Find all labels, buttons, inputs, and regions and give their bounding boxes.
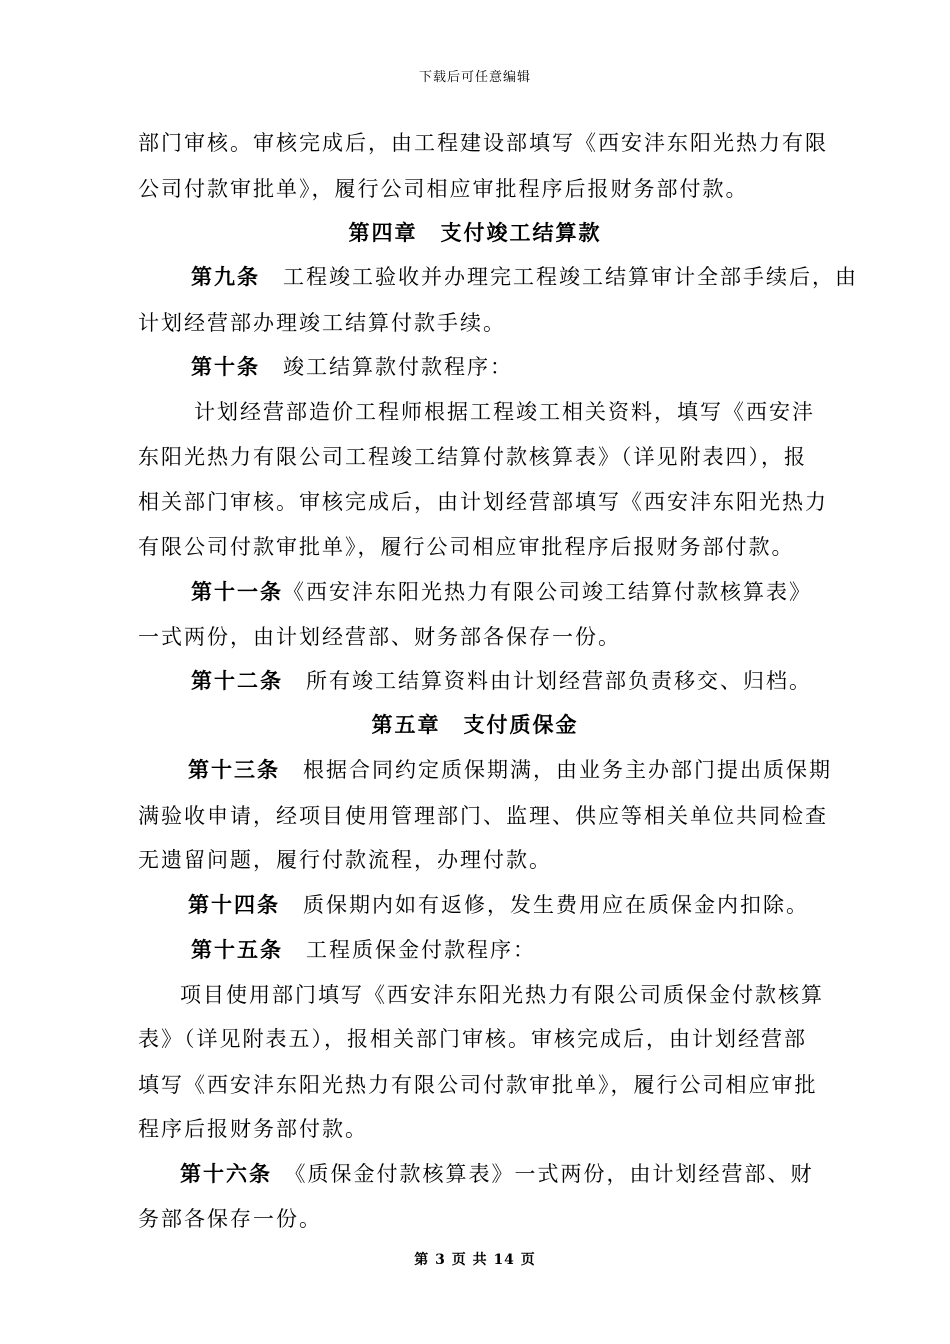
- article-text: 工程竣工验收并办理完工程竣工结算审计全部手续后，由: [260, 265, 858, 289]
- article-label: 第十三条: [188, 757, 280, 782]
- paragraph-line: 填写《西安沣东阳光热力有限公司付款审批单》，履行公司相应审批: [138, 1073, 818, 1097]
- article-text: 《质保金付款核算表》一式两份，由计划经营部、财: [272, 1162, 814, 1186]
- article-12: [191, 667, 812, 695]
- article-label: 第十四条: [188, 892, 280, 917]
- paragraph-line: 公司付款审批单》，履行公司相应审批程序后报财务部付款。: [138, 177, 749, 201]
- paragraph-line: 满验收申请，经项目使用管理部门、监理、供应等相关单位共同检查: [138, 804, 828, 828]
- article-text: 所有竣工结算资料由计划经营部负责移交、归档。: [283, 669, 812, 693]
- paragraph-line: 一式两份，由计划经营部、财务部各保存一份。: [138, 625, 621, 649]
- article-15: [191, 936, 536, 964]
- article-label: 第十六条: [180, 1161, 272, 1186]
- article-9: [191, 263, 858, 291]
- article-label: 第十二条: [191, 668, 283, 693]
- page-header: 下载后可任意编辑: [418, 70, 531, 85]
- article-label: 第十一条: [191, 579, 283, 604]
- paragraph-line: 东阳光热力有限公司工程竣工结算付款核算表》（详见附表四），报: [138, 445, 807, 469]
- article-10: [191, 353, 513, 381]
- paragraph-line: 计划经营部造价工程师根据工程竣工相关资料，填写《西安沣: [194, 400, 815, 424]
- article-text: 质保期内如有返修，发生费用应在质保金内扣除。: [280, 893, 809, 917]
- article-text: 《西安沣东阳光热力有限公司竣工结算付款核算表》: [283, 580, 812, 604]
- article-text: 竣工结算款付款程序：: [260, 355, 513, 379]
- article-label: 第九条: [191, 264, 260, 289]
- article-14: [188, 891, 809, 919]
- chapter-5-heading: 第五章 支付质保金: [371, 712, 579, 737]
- article-11: [191, 578, 812, 606]
- article-label: 第十条: [191, 354, 260, 379]
- paragraph-line: 务部各保存一份。: [138, 1207, 322, 1231]
- paragraph-line: 项目使用部门填写《西安沣东阳光热力有限公司质保金付款核算: [180, 983, 824, 1007]
- paragraph-line: 相关部门审核。审核完成后，由计划经营部填写《西安沣东阳光热力: [138, 490, 828, 514]
- chapter-4-heading: 第四章 支付竣工结算款: [348, 220, 602, 245]
- paragraph-line: 有限公司付款审批单》，履行公司相应审批程序后报财务部付款。: [138, 535, 795, 559]
- paragraph-line: 表》（详见附表五），报相关部门审核。审核完成后，由计划经营部: [138, 1027, 807, 1051]
- paragraph-line: 部门审核。审核完成后，由工程建设部填写《西安沣东阳光热力有限: [138, 131, 828, 155]
- article-text: 根据合同约定质保期满，由业务主办部门提出质保期: [280, 758, 832, 782]
- paragraph-line: 程序后报财务部付款。: [138, 1117, 368, 1141]
- paragraph-line: 无遗留问题，履行付款流程，办理付款。: [138, 848, 552, 872]
- article-label: 第十五条: [191, 937, 283, 962]
- paragraph-line: 计划经营部办理竣工结算付款手续。: [138, 311, 506, 335]
- article-text: 工程质保金付款程序：: [283, 938, 536, 962]
- page-footer: 第 3 页 共 14 页: [414, 1252, 536, 1268]
- article-16: [180, 1160, 814, 1188]
- article-13: [188, 756, 832, 784]
